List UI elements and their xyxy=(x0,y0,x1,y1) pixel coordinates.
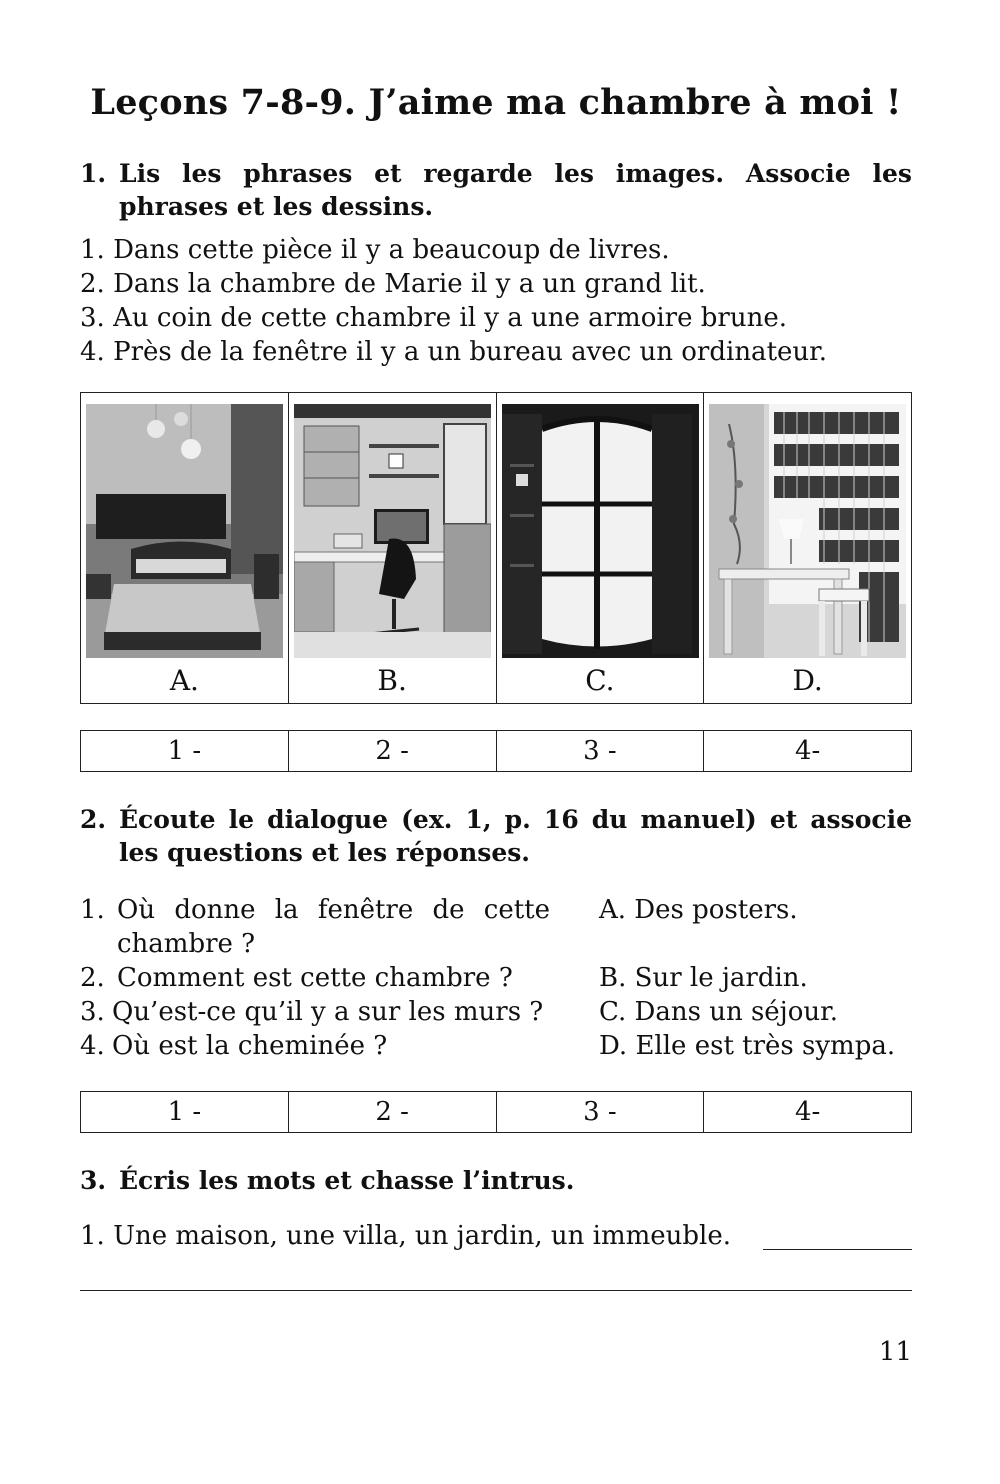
bedroom-photo xyxy=(86,404,283,658)
office-desk-photo xyxy=(294,404,491,658)
image-cell-a xyxy=(81,393,289,703)
page-title: Leçons 7-8-9. J’aime ma chambre à moi ! xyxy=(90,82,902,123)
corner-wardrobe-photo xyxy=(502,404,699,658)
image-label-a: A. xyxy=(169,664,199,697)
question-text: Qu’est-ce qu’il y a sur les murs ? xyxy=(112,997,544,1027)
task2-question-4 xyxy=(80,1029,550,1063)
bookshelf-room-photo xyxy=(709,404,906,658)
task2-number: 2. xyxy=(80,805,107,834)
task1-sentence-3: 3. Au coin de cette chambre il y a une armoire brune. xyxy=(80,303,787,333)
image-label-d: D. xyxy=(792,664,823,697)
task1-sentence-1: 1. Dans cette pièce il y a beaucoup de livres. xyxy=(80,235,670,265)
question-text: Où est la cheminée ? xyxy=(112,1031,388,1061)
question-number: 1. xyxy=(80,895,105,925)
task2-answer-3[interactable]: 3 - xyxy=(497,1092,705,1132)
answer-blank-short[interactable] xyxy=(763,1249,912,1250)
task2-question-1 xyxy=(80,893,550,961)
image-label-b: B. xyxy=(377,664,407,697)
task1-answer-2[interactable]: 2 - xyxy=(289,731,497,771)
page-number: 11 xyxy=(878,1337,912,1367)
task1-answer-4[interactable]: 4- xyxy=(794,736,821,766)
task1-answer-3[interactable]: 3 - xyxy=(497,731,705,771)
task1-instruction xyxy=(80,157,912,223)
image-cell-b xyxy=(289,393,497,703)
task2-response-d: D. Elle est très sympa. xyxy=(599,1031,896,1061)
task2-text: Écoute le dialogue (ex. 1, p. 16 du manuel) et associe les questions et les réponses. xyxy=(119,805,912,867)
task2-response-b: B. Sur le jardin. xyxy=(599,963,808,993)
task2-answer-table xyxy=(80,1091,912,1133)
task3-text: Écris les mots et chasse l’intrus. xyxy=(119,1166,575,1195)
question-number: 3. xyxy=(80,997,105,1027)
task1-number: 1. xyxy=(80,159,107,188)
task2-response-c: C. Dans un séjour. xyxy=(599,997,838,1027)
question-text: Comment est cette chambre ? xyxy=(117,963,513,993)
workbook-page xyxy=(80,0,912,1484)
task3-item-1: 1. Une maison, une villa, un jardin, un immeuble. xyxy=(80,1221,732,1251)
task2-questions xyxy=(80,893,550,1063)
task3-number: 3. xyxy=(80,1166,107,1195)
question-text: Où donne la fenêtre de cette chambre ? xyxy=(117,895,550,959)
task1-sentence-4: 4. Près de la fenêtre il y a un bureau avec un ordinateur. xyxy=(80,337,827,367)
task2-answer-1[interactable]: 1 - xyxy=(81,1092,289,1132)
task2-question-3 xyxy=(80,995,550,1029)
task2-response-a: A. Des posters. xyxy=(599,895,798,925)
task1-sentence-2: 2. Dans la chambre de Marie il y a un grand lit. xyxy=(80,269,706,299)
task1-answer-table xyxy=(80,730,912,772)
image-table xyxy=(80,392,912,704)
task1-text: Lis les phrases et regarde les images. Associe les phrases et les dessins. xyxy=(119,159,912,221)
image-cell-d xyxy=(704,393,911,703)
task2-question-2 xyxy=(80,961,550,995)
image-cell-c xyxy=(497,393,705,703)
answer-blank-long[interactable] xyxy=(80,1290,912,1291)
task2-answer-4[interactable]: 4- xyxy=(794,1097,821,1127)
question-number: 2. xyxy=(80,963,105,993)
image-label-c: C. xyxy=(585,664,615,697)
task1-answer-1[interactable]: 1 - xyxy=(81,731,289,771)
task2-responses xyxy=(599,893,895,1063)
question-number: 4. xyxy=(80,1031,105,1061)
task2-instruction xyxy=(80,803,912,869)
task3-instruction xyxy=(80,1164,912,1197)
task2-answer-2[interactable]: 2 - xyxy=(289,1092,497,1132)
